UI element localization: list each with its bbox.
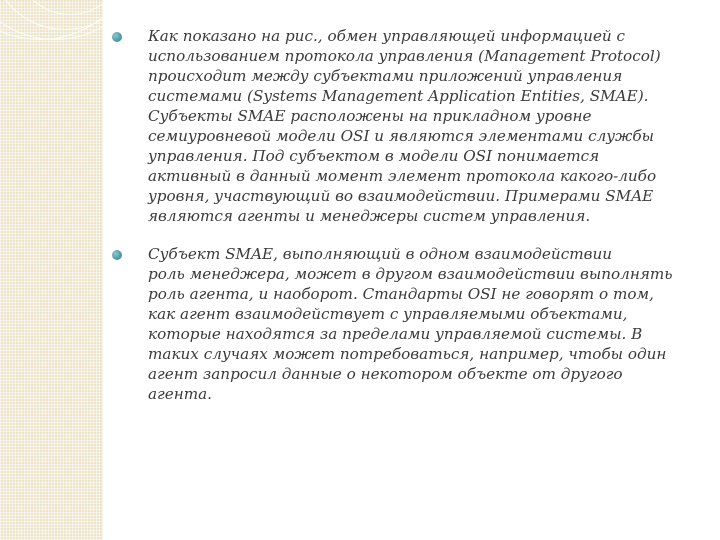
bullet-list — [112, 26, 702, 404]
decorative-side-strip — [0, 0, 103, 540]
bullet-dot-icon — [112, 250, 122, 260]
bullet-item — [112, 26, 702, 226]
bullet-item — [112, 244, 702, 404]
bullet-text: Как показано на рис., обмен управляющей информацией с использованием протокола управления (Management Protocol) происходит между субъектами приложений управления системами (Systems Management Application Entities, SMAE). Субъекты SMAE расположены на прикладном уровне семиуровневой модели OSI и являются элементами службы управления. Под субъектом в модели OSI понимается активный в данный момент элемент протокола какого-либо уровня, участвующий во взаимодействии. Примерами SMAE являются агенты и менеджеры систем управления. — [148, 27, 661, 225]
bullet-text: Субъект SMAE, выполняющий в одном взаимодействии роль менеджера, может в другом взаимодействии выполнять роль агента, и наоборот. Стандарты OSI не говорят о том, как агент взаимодействует с управляемыми объектами, которые находятся за пределами управляемой системы. В таких случаях может потребоваться, например, чтобы один агент запросил данные о некотором объекте от другого агента. — [148, 245, 673, 403]
bullet-dot-icon — [112, 32, 122, 42]
slide-content — [112, 26, 702, 404]
